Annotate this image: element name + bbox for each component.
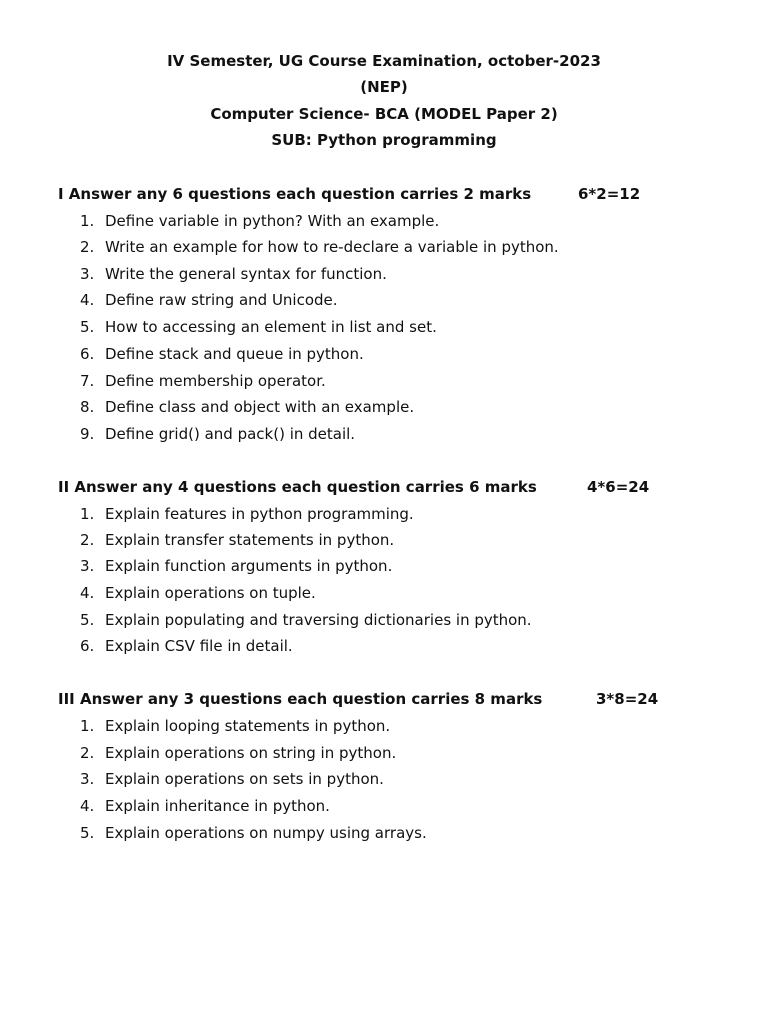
list-item: 2. Explain transfer statements in python. [80, 531, 395, 549]
section-2-heading: II Answer any 4 questions each question carries 6 marks [58, 478, 537, 496]
section-1-heading: I Answer any 6 questions each question carries 2 marks [58, 185, 532, 203]
section-3-marks: 3*8=24 [596, 690, 659, 708]
list-item: 1. Explain looping statements in python. [80, 717, 391, 735]
section-2-marks: 4*6=24 [587, 478, 650, 496]
list-item: 5. Explain operations on numpy using arrays. [80, 824, 427, 842]
list-item: 8. Define class and object with an example. [80, 398, 415, 416]
list-item: 6. Define stack and queue in python. [80, 345, 364, 363]
list-item: 2. Write an example for how to re-declare a variable in python. [80, 238, 559, 256]
list-item: 1. Explain features in python programming. [80, 505, 414, 523]
list-item: 3. Explain function arguments in python. [80, 557, 393, 575]
list-item: 5. How to accessing an element in list and set. [80, 318, 437, 336]
section-3-heading: III Answer any 3 questions each question carries 8 marks [58, 690, 543, 708]
list-item: 1. Define variable in python? With an example. [80, 212, 440, 230]
list-item: 3. Explain operations on sets in python. [80, 770, 384, 788]
list-item: 9. Define grid() and pack() in detail. [80, 425, 356, 443]
exam-course: Computer Science- BCA (MODEL Paper 2) [210, 105, 558, 123]
list-item: 2. Explain operations on string in python. [80, 744, 397, 762]
section-1-marks: 6*2=12 [578, 185, 641, 203]
list-item: 4. Explain inheritance in python. [80, 797, 330, 815]
list-item: 7. Define membership operator. [80, 372, 326, 390]
list-item: 4. Explain operations on tuple. [80, 584, 316, 602]
exam-title: IV Semester, UG Course Examination, october-2023 [167, 52, 601, 70]
list-item: 6. Explain CSV file in detail. [80, 637, 293, 655]
list-item: 5. Explain populating and traversing dictionaries in python. [80, 611, 532, 629]
exam-scheme: (NEP) [360, 78, 408, 96]
list-item: 4. Define raw string and Unicode. [80, 291, 338, 309]
exam-subject: SUB: Python programming [271, 131, 497, 149]
list-item: 3. Write the general syntax for function. [80, 265, 387, 283]
